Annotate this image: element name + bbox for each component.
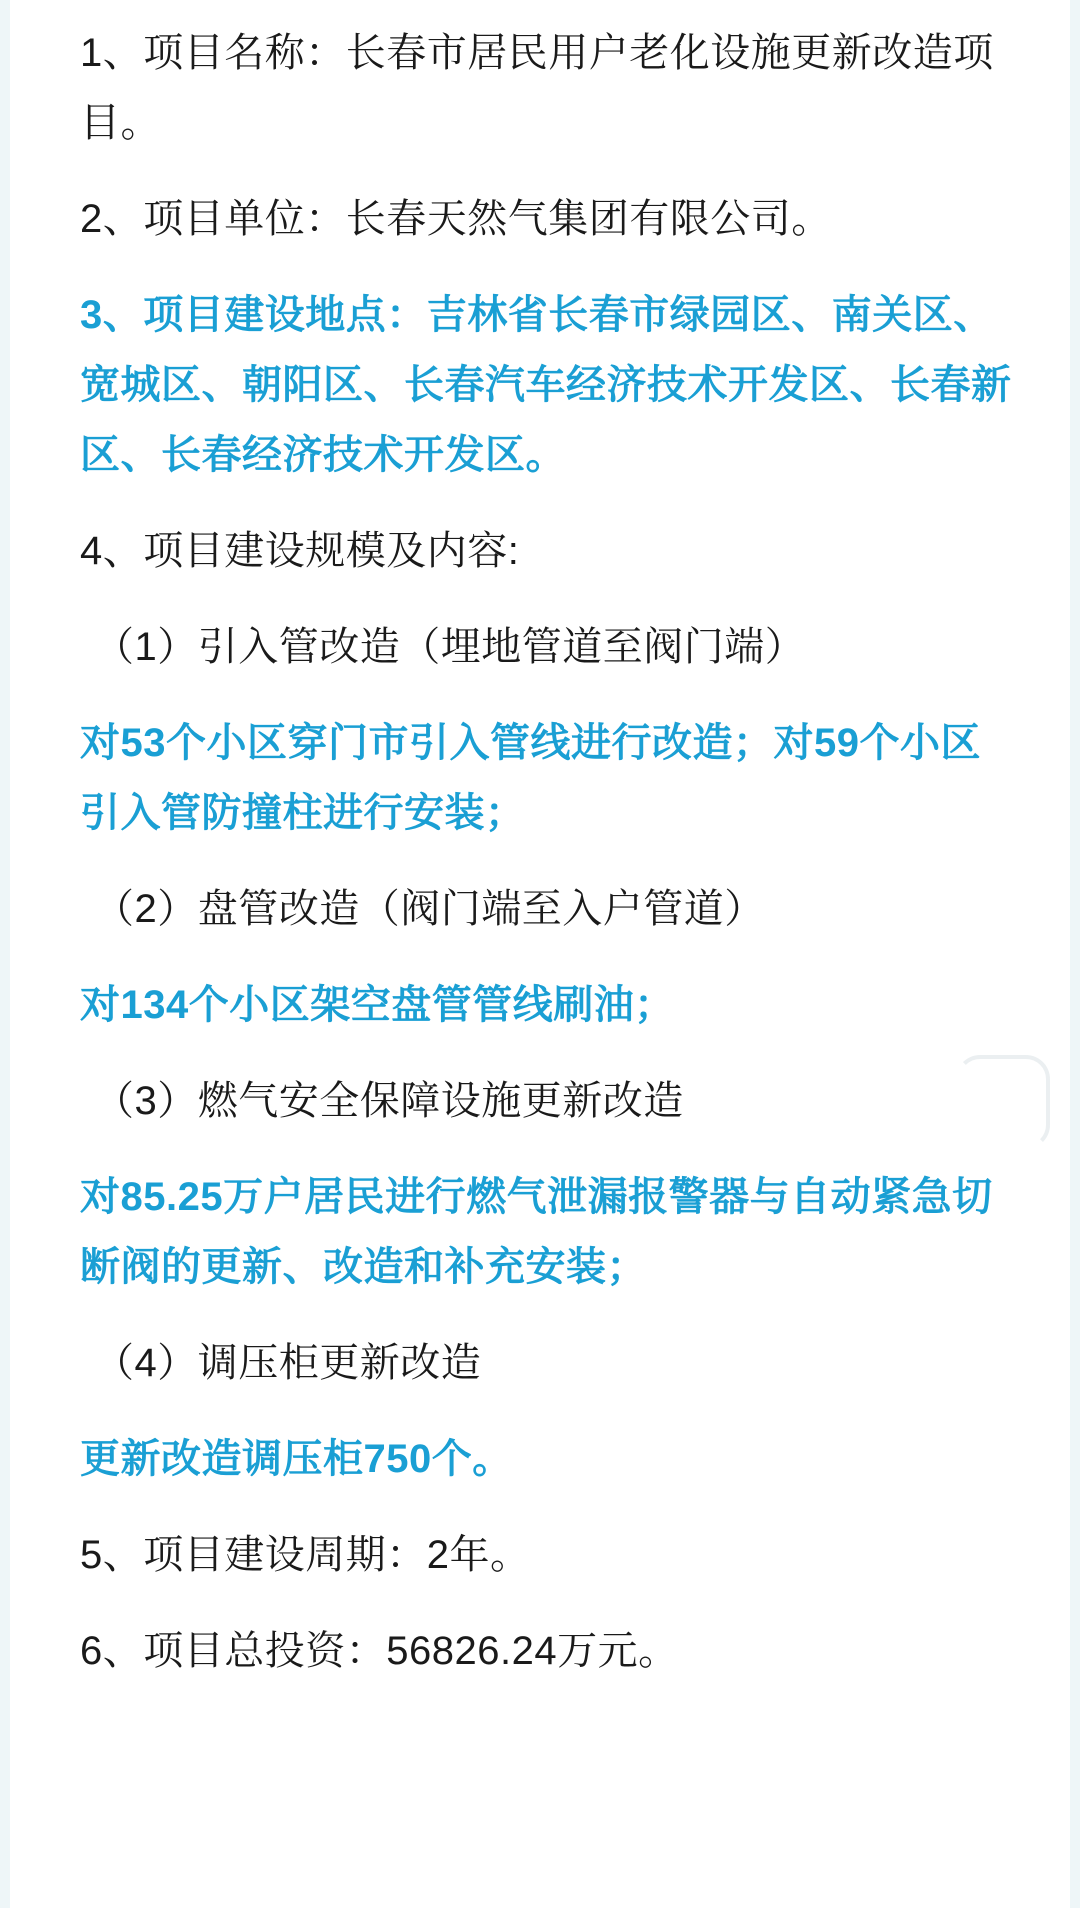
paragraph-project-name: 1、项目名称：长春市居民用户老化设施更新改造项目。	[80, 31, 994, 145]
paragraph-build-period: 5、项目建设周期：2年。	[80, 1533, 531, 1577]
paragraph-item-4-1-title: （1）引入管改造（埋地管道至阀门端）	[94, 625, 806, 669]
paragraph-total-investment: 6、项目总投资：56826.24万元。	[80, 1629, 679, 1673]
paragraph-project-location: 3、项目建设地点：吉林省长春市绿园区、南关区、宽城区、朝阳区、长春汽车经济技术开发区、长春新区、长春经济技术开发区。	[80, 293, 1012, 477]
paragraph-item-4-2-detail: 对134个小区架空盘管管线刷油；	[80, 983, 675, 1027]
paragraph-item-4-3-title: （3）燃气安全保障设施更新改造	[94, 1079, 684, 1123]
decorative-corner-mark	[956, 1055, 1050, 1149]
paragraph-project-unit: 2、项目单位：长春天然气集团有限公司。	[80, 197, 832, 241]
paragraph-item-4-1-detail: 对53个小区穿门市引入管线进行改造；对59个小区引入管防撞柱进行安装；	[80, 721, 981, 835]
paragraph-item-4-4-title: （4）调压柜更新改造	[94, 1341, 482, 1385]
paragraph-item-4-3-detail: 对85.25万户居民进行燃气泄漏报警器与自动紧急切断阀的更新、改造和补充安装；	[80, 1175, 993, 1289]
paragraph-item-4-4-detail: 更新改造调压柜750个。	[80, 1437, 513, 1481]
paragraph-item-4-2-title: （2）盘管改造（阀门端至入户管道）	[94, 887, 765, 931]
paragraph-scale-and-content-heading: 4、项目建设规模及内容:	[80, 529, 520, 573]
